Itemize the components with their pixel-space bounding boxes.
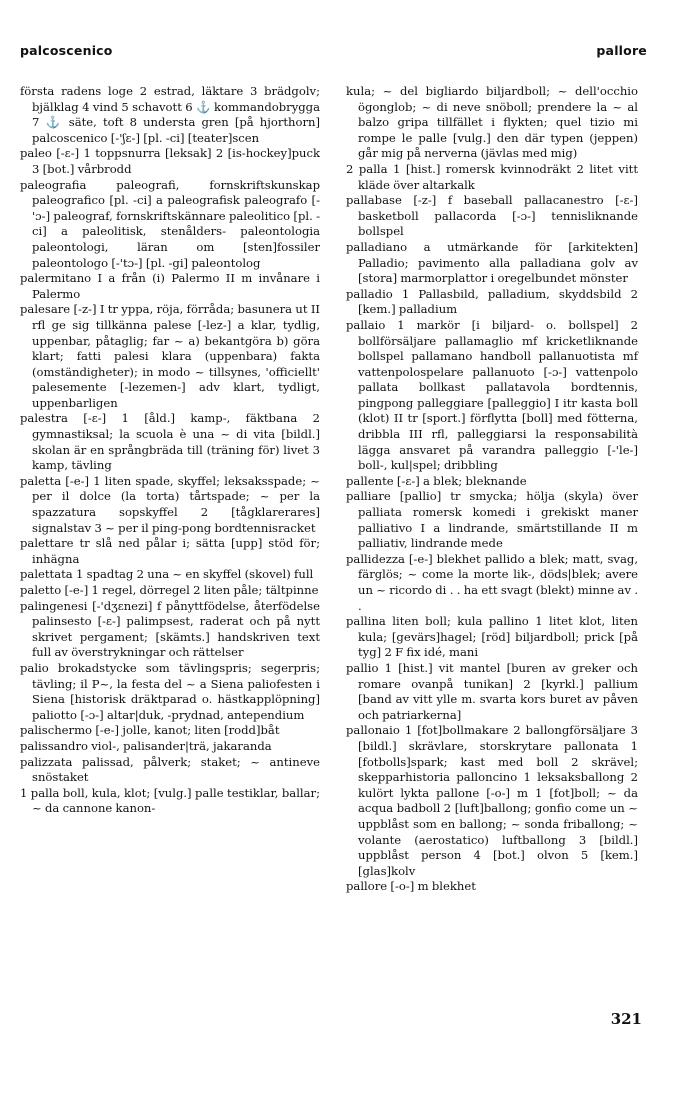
dictionary-entry: palettare tr slå ned pålar i; sätta [upp] stöd för; inhägna [20, 536, 320, 566]
dictionary-entry: palingenesi [-'dʒɛnezi] f pånyttfödelse, återfödelse palinsesto [-ɛ-] palimpsest, raderat och på nytt skrivet pergament; [skämts.] handskriven text full av överstrykningar och rättelser [20, 598, 320, 660]
dictionary-entry: pallio 1 [hist.] vit mantel [buren av greker och romare ovanpå tunikan] 2 [kyrkl.] pallium [band av vitt ylle m. svarta kors buret av påven och patriarkerna] [346, 660, 638, 722]
dictionary-entry: palizzata palissad, pålverk; staket; ~ antineve snöstaket [20, 754, 320, 785]
dictionary-entry: pallabase [-z-] f baseball pallacanestro [-ɛ-] basketboll pallacorda [-ɔ-] tennisliknande bollspel [346, 193, 638, 239]
dictionary-entry: pallina liten boll; kula pallino 1 litet klot, liten kula; [gevärs]hagel; [röd] biljardboll; prick [på tyg] 2 F fix idé, mani [346, 614, 638, 660]
dictionary-entry: pallente [-ɛ-] a blek; bleknande [346, 473, 527, 488]
dictionary-entry: palesare [-z-] I tr yppa, röja, förråda; basunera ut II rfl ge sig tillkänna palese [-lez-] a klar, tydlig, uppenbar, påtaglig; far ~ a) bekantgöra b) göra klart; fatti palesi klara (uppenbara) fakta (omständigheter); in modo ~ tillsynes, 'officiellt' palesemente [-lezemen-] adv klart, tydligt, uppenbarligen [20, 302, 320, 410]
dictionary-entry: pallidezza [-e-] blekhet pallido a blek; matt, svag, färglös; ~ come la morte lik-, döds|blek; avere un ~ ricordo di . . ha ett svagt (blekt) minne av . . [346, 551, 638, 613]
dictionary-entry: 2 palla 1 [hist.] romersk kvinnodräkt 2 litet vitt kläde över altarkalk [346, 161, 638, 192]
dictionary-entry: palliare [pallio] tr smycka; hölja (skyla) över palliata romersk komedi i grekiskt maner palliativo I a lindrande, smärtstillande II m palliativ, lindrande mede [346, 489, 638, 551]
dictionary-entry: pallonaio 1 [fot]bollmakare 2 ballongförsäljare 3 [bildl.] skrävlare, storskrytare pallonata 1 [fotbolls]spark; kast med boll 2 skrävel; skepparhistoria palloncino 1 leksaksballong 2 kulört lykta pallone [-o-] m 1 [fot]boll; ~ da acqua badboll 2 [luft]ballong; gonfio come un ~ uppblåst som en ballong; ~ sonda friballong; ~ volante (aerostatico) luftballong 3 [bildl.] uppblåst person 4 [bot.] olvon 5 [kem.] [glas]kolv [346, 723, 638, 878]
dictionary-entry: palissandro viol-, palisander|trä, jakaranda [20, 738, 272, 753]
left-column [20, 84, 320, 817]
dictionary-entry: pallore [-o-] m blekhet [346, 879, 476, 894]
dictionary-entry: paleo [-ɛ-] 1 toppsnurra [leksak] 2 [is-hockey]puck 3 [bot.] vårbrodd [20, 146, 320, 176]
dictionary-entry: pallaio 1 markör [i biljard- o. bollspel] 2 bollförsäljare pallamaglio mf kricketliknande bollspel pallamano handboll pallanuotista mf vattenpolospelare pallanuoto [-ɔ-] vattenpolo pallata bollkast pallatavola bordtennis, pingpong palleggiare [palleggio] I itr kasta boll (klot) II tr [sport.] förflytta [boll] med fötterna, dribbla III rfl, palleggiarsi la responsabilità lägga ansvaret på varandra palleggio [-'le-] boll-, kul|spel; dribbling [346, 317, 638, 473]
dictionary-entry: palio brokadstycke som tävlingspris; segerpris; tävling; il P~, la festa del ~ a Siena paliofesten i Siena [historisk dräktparad o. hästkapplöpning] paliotto [-ɔ-] altar|duk, -prydnad, antependium [20, 660, 320, 722]
dictionary-entry: palestra [-ɛ-] 1 [åld.] kamp-, fäktbana 2 gymnastiksal; la scuola è una ~ di vita [bildl.] skolan är en språngbräda till (träning för) livet 3 kamp, tävling [20, 411, 320, 473]
dictionary-entry: kula; ~ del bigliardo biljardboll; ~ dell'occhio ögonglob; ~ di neve snöboll; prendere la ~ al balzo gripa tillfället i flykten; quel tizio mi rompe le palle [vulg.] den där typen (jeppen) går mig på nerverna (jävlas med mig) [346, 84, 638, 161]
page-number: 321 [610, 1010, 642, 1028]
dictionary-entry: 1 palla boll, kula, klot; [vulg.] palle testiklar, ballar; ~ da cannone kanon- [20, 785, 320, 816]
right-guide-word: pallore [596, 43, 647, 58]
right-column [346, 84, 638, 895]
left-guide-word: palcoscenico [20, 43, 113, 58]
dictionary-entry: palladio 1 Pallasbild, palladium, skyddsbild 2 [kem.] palladium [346, 286, 638, 317]
dictionary-entry: palermitano I a från (i) Palermo II m invånare i Palermo [20, 271, 320, 301]
dictionary-entry: paletta [-e-] 1 liten spade, skyffel; leksaksspade; ~ per il dolce (la torta) tårtspade; ~ per la spazzatura sopskyffel 2 [tågklarerares] signalstav 3 ~ per il ping-pong bordtennisracket [20, 473, 320, 535]
dictionary-entry: palladiano a utmärkande för [arkitekten] Palladio; pavimento alla palladiana golv av [stora] marmorplattor i oregelbundet mönster [346, 239, 638, 286]
dictionary-entry: palettata 1 spadtag 2 una ~ en skyffel (skovel) full [20, 567, 314, 582]
dictionary-entry: paleografia paleografi, fornskriftskunskap paleografico [pl. -ci] a paleografisk paleografo [-'ɔ-] paleograf, fornskriftskännare paleolitico [pl. -ci] a paleolitisk, stenålders- paleontologia paleontologi, läran om [sten]fossiler paleontologo [-'tɔ-] [pl. -gi] paleontolog [20, 177, 320, 270]
dictionary-entry: första radens loge 2 estrad, läktare 3 brädgolv; bjälklag 4 vind 5 schavott 6 ⚓ kommandobrygga 7 ⚓ säte, toft 8 understa gren [på hjorthorn] palcoscenico [-'ʃɛ-] [pl. -ci] [teater]scen [20, 84, 320, 145]
dictionary-entry: paletto [-e-] 1 regel, dörregel 2 liten påle; tältpinne [20, 583, 319, 597]
dictionary-entry: palischermo [-e-] jolle, kanot; liten [rodd]båt [20, 723, 280, 738]
